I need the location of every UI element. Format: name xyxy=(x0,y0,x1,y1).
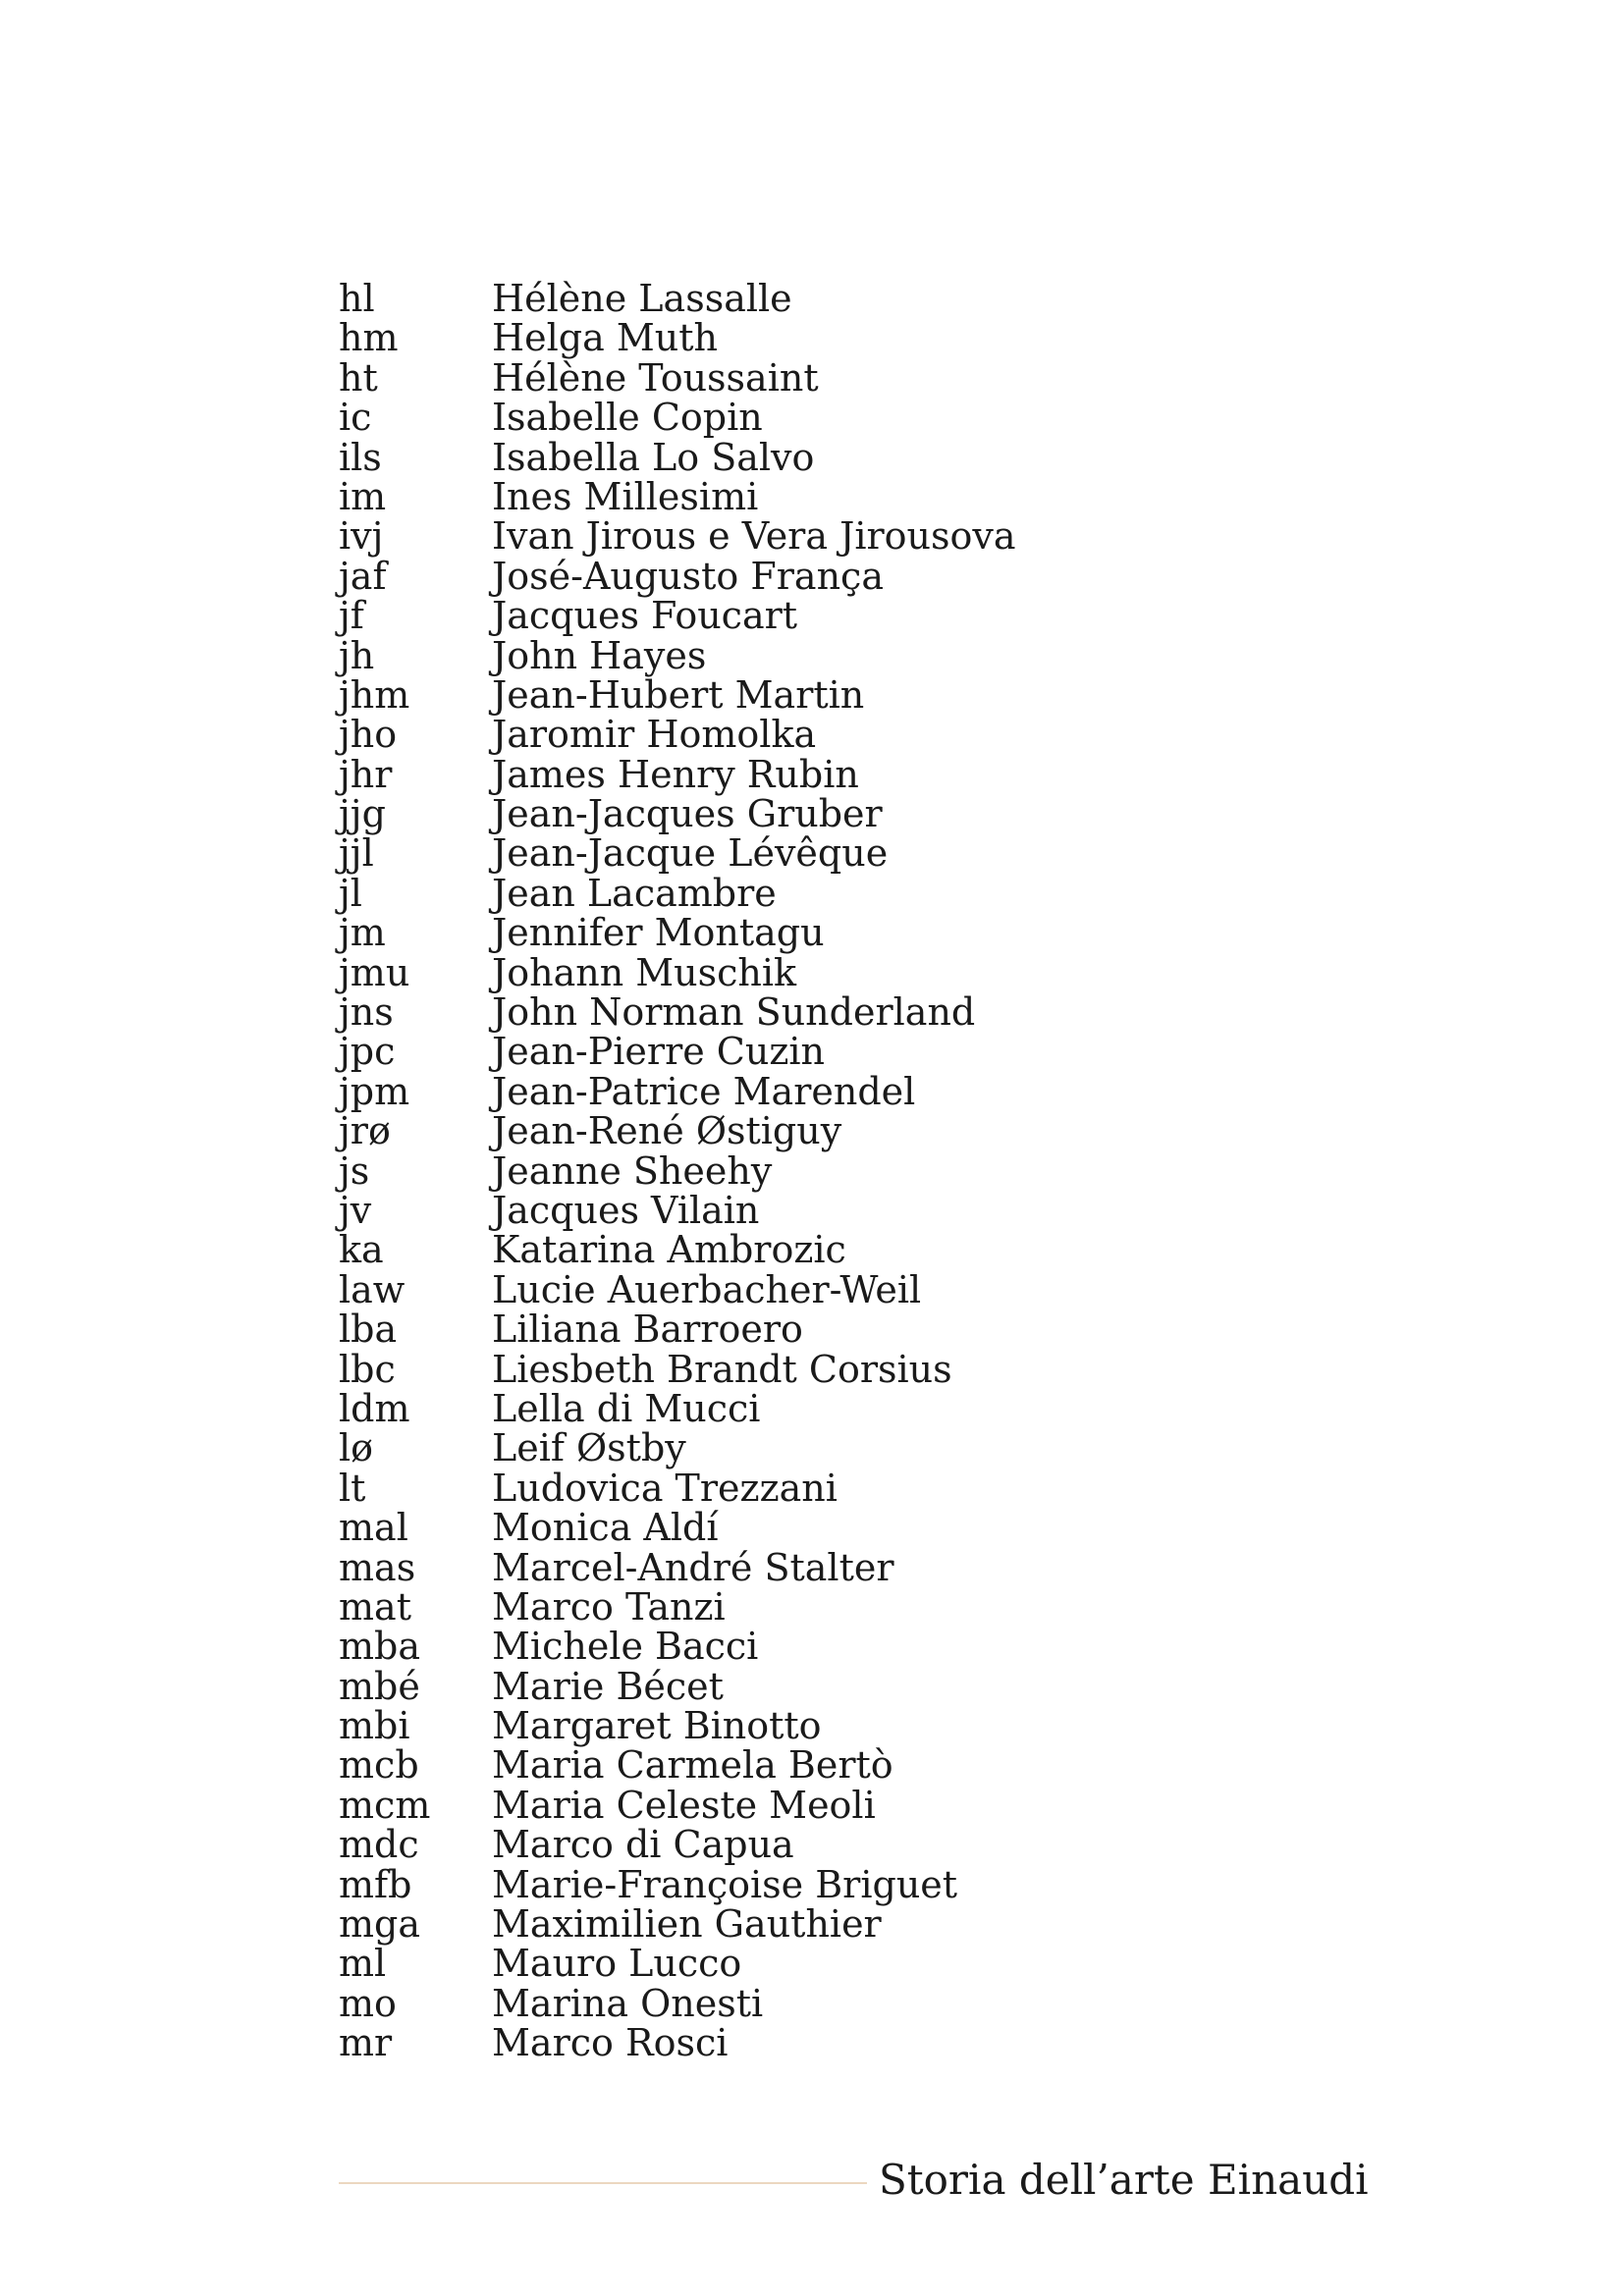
entry-name: Ivan Jirous e Vera Jirousova xyxy=(492,514,1016,559)
entry-abbreviation: mal xyxy=(339,1506,408,1550)
entry-name: Maria Carmela Bertò xyxy=(492,1743,893,1788)
entry-name: Ines Millesimi xyxy=(492,474,759,518)
entry-name: Jean-René Østiguy xyxy=(492,1109,842,1153)
entry-name: Leif Østby xyxy=(492,1426,686,1470)
entry-abbreviation: mbé xyxy=(339,1664,420,1708)
list-item xyxy=(339,554,1015,598)
list-item xyxy=(339,1584,1015,1629)
list-item xyxy=(339,1704,1015,1748)
list-item xyxy=(339,1783,1015,1827)
entry-name: Jean-Pierre Cuzin xyxy=(492,1030,825,1074)
entry-name: Jeanne Sheehy xyxy=(492,1148,773,1193)
entry-abbreviation: mfb xyxy=(339,1862,412,1906)
list-item xyxy=(339,1506,1015,1550)
list-item xyxy=(339,1625,1015,1669)
entry-name: Liliana Barroero xyxy=(492,1308,803,1352)
entry-abbreviation: lt xyxy=(339,1466,366,1510)
entry-name: Helga Muth xyxy=(492,316,718,360)
entry-name: Marco Rosci xyxy=(492,2021,729,2065)
entry-name: Marina Onesti xyxy=(492,1981,764,2025)
list-item xyxy=(339,1069,1015,1113)
list-item xyxy=(339,1468,1015,1508)
entry-abbreviation: mr xyxy=(339,2021,393,2065)
entry-name: Maria Celeste Meoli xyxy=(492,1783,876,1827)
list-item xyxy=(339,1228,1015,1272)
entry-abbreviation: mdc xyxy=(339,1823,419,1867)
entry-name: Monica Aldí xyxy=(492,1506,719,1550)
list-item xyxy=(339,633,1015,677)
entry-name: Marie-Françoise Briguet xyxy=(492,1862,958,1906)
entry-name: Katarina Ambrozic xyxy=(492,1228,846,1272)
entry-name: Jean Lacambre xyxy=(492,871,777,915)
entry-abbreviation: ils xyxy=(339,435,382,479)
list-item xyxy=(339,1030,1015,1074)
entry-abbreviation: mcm xyxy=(339,1783,431,1827)
entry-abbreviation: mo xyxy=(339,1981,397,2025)
list-item xyxy=(339,672,1015,717)
list-item xyxy=(339,1743,1015,1788)
list-item xyxy=(339,1823,1015,1867)
list-item xyxy=(339,2021,1015,2065)
entry-abbreviation: jrø xyxy=(339,1109,391,1153)
entry-name: Margaret Binotto xyxy=(492,1704,822,1748)
entry-abbreviation: ml xyxy=(339,1942,387,1986)
entry-name: Jean-Jacque Lévêque xyxy=(492,831,889,876)
list-item xyxy=(339,316,1015,360)
entry-name: Liesbeth Brandt Corsius xyxy=(492,1347,952,1391)
list-item xyxy=(339,713,1015,757)
entry-name: Marco di Capua xyxy=(492,1823,794,1867)
entry-abbreviation: jf xyxy=(339,594,364,638)
list-item xyxy=(339,1862,1015,1906)
list-item xyxy=(339,752,1015,796)
entry-abbreviation: jv xyxy=(339,1188,372,1232)
list-item xyxy=(339,1347,1015,1391)
list-item xyxy=(339,594,1015,638)
list-item xyxy=(339,396,1015,440)
list-item xyxy=(339,1267,1015,1311)
entry-name: José-Augusto França xyxy=(492,554,884,598)
entry-name: Marcel-André Stalter xyxy=(492,1545,894,1589)
entry-abbreviation: ivj xyxy=(339,514,384,559)
list-item xyxy=(339,1942,1015,1986)
entry-name: Michele Bacci xyxy=(492,1625,759,1669)
entry-abbreviation: jaf xyxy=(339,554,387,598)
entry-abbreviation: hm xyxy=(339,316,399,360)
entry-abbreviation: jmu xyxy=(339,950,410,994)
entry-name: James Henry Rubin xyxy=(492,752,859,796)
list-item xyxy=(339,474,1015,518)
entry-abbreviation: ht xyxy=(339,355,378,400)
entry-abbreviation: mga xyxy=(339,1902,421,1947)
entry-abbreviation: jhr xyxy=(339,752,393,796)
entry-abbreviation: mba xyxy=(339,1625,421,1669)
list-item xyxy=(339,911,1015,955)
entry-abbreviation: mcb xyxy=(339,1743,419,1788)
list-item xyxy=(339,1664,1015,1708)
entry-name: Jean-Jacques Gruber xyxy=(492,792,883,836)
entry-name: Isabelle Copin xyxy=(492,396,763,440)
entry-abbreviation: jjg xyxy=(339,792,386,836)
entry-name: Hélène Toussaint xyxy=(492,355,819,400)
list-item xyxy=(339,1902,1015,1947)
entry-abbreviation: jpc xyxy=(339,1030,396,1074)
entry-abbreviation: jpm xyxy=(339,1069,410,1113)
entry-abbreviation: ic xyxy=(339,396,372,440)
list-item xyxy=(339,1386,1015,1430)
entry-name: Ludovica Trezzani xyxy=(492,1466,838,1510)
entry-abbreviation: im xyxy=(339,474,387,518)
list-item xyxy=(339,950,1015,994)
entry-abbreviation: lø xyxy=(339,1426,374,1470)
entry-name: Maximilien Gauthier xyxy=(492,1902,882,1947)
entry-name: Lucie Auerbacher-Weil xyxy=(492,1267,922,1311)
author-abbreviation-list xyxy=(339,279,1015,2063)
list-item xyxy=(339,1109,1015,1153)
list-item xyxy=(339,990,1015,1035)
entry-name: Jacques Vilain xyxy=(492,1188,760,1232)
footer-divider xyxy=(339,2182,867,2184)
entry-name: John Hayes xyxy=(492,633,707,677)
entry-name: Jennifer Montagu xyxy=(492,911,825,955)
entry-abbreviation: jns xyxy=(339,990,394,1035)
entry-name: Marie Bécet xyxy=(492,1664,724,1708)
list-item xyxy=(339,1981,1015,2025)
entry-abbreviation: mas xyxy=(339,1545,416,1589)
list-item xyxy=(339,871,1015,915)
list-item xyxy=(339,514,1016,559)
entry-abbreviation: hl xyxy=(339,277,375,320)
entry-abbreviation: jhm xyxy=(339,672,410,717)
list-item xyxy=(339,1545,1015,1589)
entry-name: Jean-Patrice Marendel xyxy=(492,1069,916,1113)
entry-abbreviation: jho xyxy=(339,713,398,757)
list-item xyxy=(339,1308,1015,1352)
entry-name: John Norman Sunderland xyxy=(492,990,976,1035)
entry-abbreviation: lba xyxy=(339,1308,398,1352)
entry-abbreviation: js xyxy=(339,1148,370,1193)
entry-name: Jaromir Homolka xyxy=(492,713,817,757)
list-item xyxy=(339,1188,1015,1232)
entry-name: Marco Tanzi xyxy=(492,1584,726,1629)
list-item xyxy=(339,435,1015,479)
entry-abbreviation: mbi xyxy=(339,1704,410,1748)
entry-abbreviation: mat xyxy=(339,1584,411,1629)
entry-abbreviation: law xyxy=(339,1267,406,1311)
entry-abbreviation: jh xyxy=(339,633,375,677)
entry-abbreviation: lbc xyxy=(339,1347,396,1391)
entry-name: Lella di Mucci xyxy=(492,1386,761,1430)
entry-name: Mauro Lucco xyxy=(492,1942,742,1986)
footer-series-title: Storia dell’arte Einaudi xyxy=(879,2156,1369,2204)
entry-abbreviation: ka xyxy=(339,1228,384,1272)
list-item xyxy=(339,355,1015,400)
entry-name: Hélène Lassalle xyxy=(492,277,792,320)
entry-abbreviation: jl xyxy=(339,871,362,915)
entry-abbreviation: jm xyxy=(339,911,386,955)
entry-abbreviation: jjl xyxy=(339,831,374,876)
entry-name: Jacques Foucart xyxy=(492,594,798,638)
list-item xyxy=(339,792,1015,836)
list-item xyxy=(339,831,1015,876)
entry-name: Jean-Hubert Martin xyxy=(492,672,865,717)
list-item xyxy=(339,1148,1015,1193)
entry-name: Johann Muschik xyxy=(492,950,797,994)
entry-name: Isabella Lo Salvo xyxy=(492,435,815,479)
entry-abbreviation: ldm xyxy=(339,1386,410,1430)
list-item xyxy=(339,1428,1015,1468)
list-item xyxy=(339,279,1015,318)
